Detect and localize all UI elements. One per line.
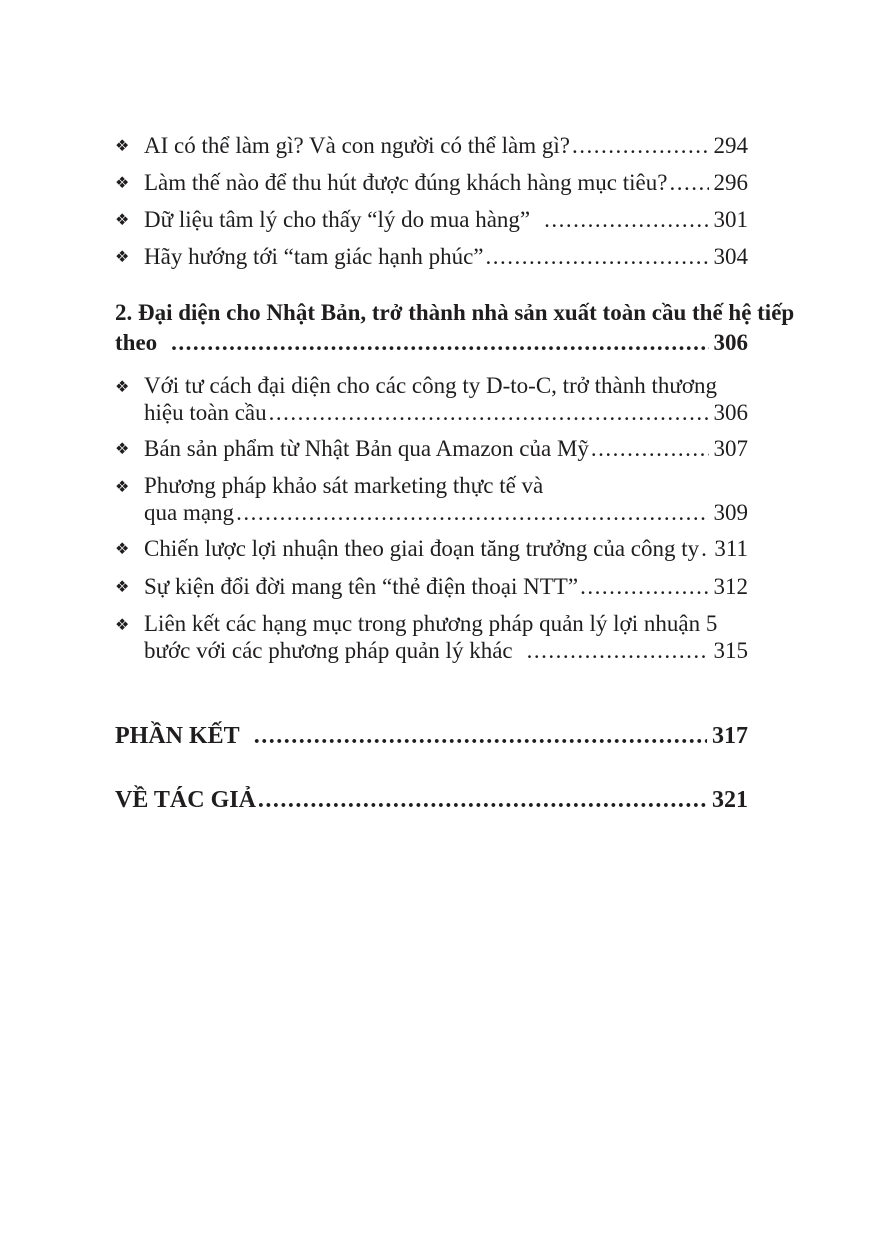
dot-leader: [572, 131, 709, 161]
toc-entry-label: Chiến lược lợi nhuận theo giai đoạn tăng trưởng của công ty: [144, 536, 700, 561]
toc-entry: [115, 572, 748, 602]
toc-entry-content: [144, 472, 748, 526]
toc-entry: [115, 242, 748, 272]
toc-entry-content: [144, 572, 748, 602]
toc-entry-label: Làm thế nào để thu hút được đúng khách hàng mục tiêu?: [144, 170, 668, 195]
toc-entry-content: [144, 434, 748, 464]
toc-entry-content: [144, 168, 748, 198]
toc-entry-label: Dữ liệu tâm lý cho thấy “lý do mua hàng”: [144, 207, 531, 232]
dot-leader: [171, 328, 708, 358]
diamond-bullet-icon: ❖: [115, 615, 130, 634]
toc-entry-page: 301: [713, 207, 748, 232]
diamond-bullet-icon: ❖: [115, 173, 130, 192]
toc-entry-label: Hãy hướng tới “tam giác hạnh phúc”: [144, 244, 484, 269]
diamond-bullet-icon: ❖: [115, 477, 130, 496]
toc-entry-content: [144, 534, 748, 564]
diamond-bullet-icon: ❖: [115, 539, 130, 558]
toc-entry-line1: Với tư cách đại diện cho các công ty D-to-C, trở thành thương: [144, 373, 718, 398]
section-heading-page: 306: [713, 330, 748, 355]
toc-entry-page: 321: [712, 787, 748, 813]
toc-entry-page: 307: [713, 436, 748, 461]
dot-leader: [269, 399, 709, 426]
dot-leader: [236, 499, 708, 526]
section-heading-line2: theo: [115, 330, 158, 355]
diamond-bullet-icon: ❖: [115, 247, 130, 266]
toc-entry-label: AI có thể làm gì? Và con người có thể làm gì?: [144, 133, 570, 158]
toc-entry-content: [144, 131, 748, 161]
toc-entry-ve-tac-gia: [115, 784, 748, 816]
toc-entry-content: [144, 372, 748, 426]
dot-leader: [527, 637, 709, 664]
toc-entry-page: 315: [713, 638, 748, 663]
diamond-bullet-icon: ❖: [115, 439, 130, 458]
dot-leader: [591, 434, 709, 464]
toc-entry-line1: Liên kết các hạng mục trong phương pháp quản lý lợi nhuận 5: [144, 611, 718, 636]
toc-entry-line2: qua mạng: [144, 500, 235, 525]
diamond-bullet-icon: ❖: [115, 377, 130, 396]
diamond-bullet-icon: ❖: [115, 136, 130, 155]
toc-entry-label: Bán sản phẩm từ Nhật Bản qua Amazon của Mỹ: [144, 436, 589, 461]
toc-entry: [115, 472, 748, 526]
toc-entry: [115, 131, 748, 161]
dot-leader: [701, 534, 709, 564]
toc-entry-page: 306: [713, 400, 748, 425]
toc-entry: [115, 205, 748, 235]
dot-leader: [544, 205, 708, 235]
toc-entry-line2: bước với các phương pháp quản lý khác: [144, 638, 513, 663]
toc-entry-page: 309: [713, 500, 748, 525]
toc-entry-page: 294: [713, 133, 748, 158]
dot-leader: [580, 572, 708, 602]
toc-entry-label: Sự kiện đổi đời mang tên “thẻ điện thoại NTT”: [144, 574, 579, 599]
section-heading-line1: 2. Đại diện cho Nhật Bản, trở thành nhà sản xuất toàn cầu thế hệ tiếp: [115, 300, 795, 325]
toc-section-heading: [115, 298, 795, 358]
toc-entry: [115, 434, 748, 464]
toc-entry-page: 317: [712, 723, 748, 749]
toc-entry-page: 312: [713, 574, 748, 599]
toc-entry-content: [144, 610, 748, 664]
diamond-bullet-icon: ❖: [115, 577, 130, 596]
toc-entry-page: 311: [714, 536, 748, 561]
dot-leader: [258, 784, 707, 816]
toc-entry-content: [144, 205, 748, 235]
toc-section-2: [115, 372, 748, 664]
toc-entry-label: PHẦN KẾT: [115, 723, 240, 749]
toc-entry: [115, 372, 748, 426]
toc-entry-phan-ket: [115, 720, 748, 752]
toc-entry-label: VỀ TÁC GIẢ: [115, 787, 256, 813]
diamond-bullet-icon: ❖: [115, 210, 130, 229]
toc-entry: [115, 610, 748, 664]
toc-entry-line1: Phương pháp khảo sát marketing thực tế và: [144, 473, 544, 498]
toc-section-1: [115, 131, 748, 272]
toc-entry: [115, 534, 748, 564]
dot-leader: [486, 242, 709, 272]
toc-entry: [115, 168, 748, 198]
dot-leader: [669, 168, 708, 198]
toc-entry-page: 304: [713, 244, 748, 269]
toc-entry-line2: hiệu toàn cầu: [144, 400, 267, 425]
toc-entry-page: 296: [713, 170, 748, 195]
dot-leader: [254, 720, 707, 752]
toc-entry-content: [144, 242, 748, 272]
